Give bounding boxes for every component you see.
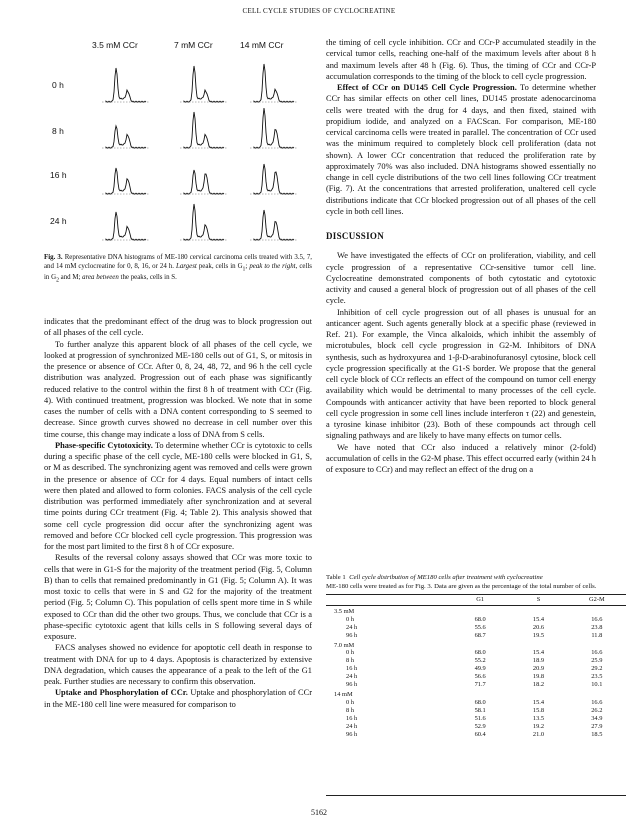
left-paragraph-6 — [44, 687, 312, 710]
table-cell-g1: 71.7 — [474, 681, 486, 689]
right-paragraph-2 — [326, 82, 596, 217]
table-cell-g2m: 10.1 — [591, 681, 603, 689]
left-paragraph-2: To further analyze this apparent block of all phases of the cell cycle, we looked at progression of synchronized ME-180 cells out of G1, S, or mitosis in the presence or absence of CCr. After 0, 8, 24, 48, 72, and 96 h the cell cycle distribution was analyzed. Progression out of each phase was significantly reduced relative to the control within the first 8 h of treatment with CCr (Fig. 4). With continued treatment, progression was blocked. We note that in some cases the number of cells with a DNA content corresponding to S seemed to decrease. Since growth curves showed no decrease in cell number over this time course, this change may indicate a loss of DNA from S cells. — [44, 339, 312, 439]
table-cell-s: 18.9 — [532, 657, 545, 665]
table-cell-g1: 55.6 — [474, 623, 486, 631]
table-header-row — [326, 595, 626, 606]
table-group-label: 14 mM — [334, 690, 353, 698]
discussion-heading: DISCUSSION — [326, 231, 385, 241]
table-cell-g2m: 26.2 — [591, 706, 603, 714]
uptake-heading: Uptake and Phosphorylation of CCr. — [55, 688, 188, 698]
table-cell-s: 15.4 — [532, 615, 545, 623]
row-label-16h: 16 h — [50, 170, 67, 180]
table-cell-g2m: 23.5 — [591, 673, 603, 681]
table-row — [326, 731, 626, 739]
table-cell-g2m: 25.9 — [591, 657, 603, 665]
right-paragraph-1: the timing of cell cycle inhibition. CCr and CCr-P accumulated steadily in the cervical tumor cells, reaching one-half of the maximum levels after about 8 h and maximum levels after 48 h (Fig. 6). Thus, the timing of CCr and CCr-P accumulation corresponds to the timing of the block to cell cycle progression. — [326, 38, 596, 81]
dna-histogram-curve — [254, 210, 294, 240]
table-cell-g1: 58.1 — [474, 706, 486, 714]
table-cell-g2m: 11.8 — [591, 631, 603, 639]
table-label: Table 1 — [326, 574, 346, 581]
figure-3-caption: Fig. 3. Representative DNA histograms of ME-180 cervical carcinoma cells treated with 3.5, 7, and 14 mM cyclocreatine for 0, 8, 16, or 24 h. Largest peak, cells in $G_1$; peak to the right, cells in $G_2$ and M; area between the peaks, cells in S. — [44, 254, 312, 283]
dna-histogram-curve — [106, 126, 146, 148]
left-paragraph-5: FACS analyses showed no evidence for apoptotic cell death in response to treatment with DNA for up to 4 days. Apoptosis is characterized by extensive DNA degradation, which causes the appearance of a peak to the left of the G1 peak. Further studies are necessary to confirm this observation. — [44, 643, 312, 686]
table-title — [326, 574, 626, 583]
table-cell-g2m: 16.6 — [591, 615, 603, 623]
table-cell-s: 18.2 — [532, 681, 545, 689]
table-cell-g2m: 27.9 — [591, 722, 603, 730]
table-cell-s: 15.8 — [532, 706, 545, 714]
table-row — [326, 657, 626, 665]
table-cell-s: 20.9 — [532, 665, 545, 673]
dna-histogram-curve — [184, 204, 224, 240]
table-cell-s: 19.2 — [532, 722, 545, 730]
table-cell-s: 19.5 — [532, 631, 545, 639]
table-cell-time: 8 h — [346, 706, 354, 714]
table-cell-s: 15.4 — [532, 698, 545, 706]
dna-histogram-curve — [106, 212, 146, 240]
left-paragraph-1: indicates that the predominant effect of the drug was to block progression out of all phases of the cell cycle. — [44, 317, 312, 338]
table-row — [326, 665, 626, 673]
table-row — [326, 707, 626, 715]
column-label-14mM: 14 mM CCr — [240, 40, 284, 50]
table-row — [326, 624, 626, 632]
table-cell-time: 96 h — [346, 730, 358, 738]
left-column — [44, 316, 312, 710]
table-cell-g1: 68.0 — [474, 615, 486, 623]
table-cell-g2m: 23.8 — [591, 623, 603, 631]
table-group-label: 7.0 mM — [334, 641, 355, 649]
caption-mid-2: cells in G — [44, 262, 312, 281]
page-number: 5162 — [311, 808, 327, 817]
table-cell-s: 21.0 — [532, 730, 545, 738]
table-group-row — [326, 640, 626, 650]
table-cell-g2m: 29.2 — [591, 665, 603, 673]
dna-histogram-curve — [106, 168, 146, 194]
table-group-row — [326, 605, 626, 615]
table-cell-time: 24 h — [346, 722, 358, 730]
caption-label: Fig. 3. — [44, 254, 63, 261]
table-cell-time: 96 h — [346, 681, 358, 689]
table-cell-time: 0 h — [346, 615, 354, 623]
left-paragraph-3-text: To determine whether CCr is cytotoxic to cells during a specific phase of the cell cycle, ME-180 cells were blocked in G1, S, or M as described. The synchronizing agent was removed and cells were grown in the presence or absence of CCr for 4 days. Equal numbers of intact cells were then plated and allowed to form colonies. FACS analysis of the cell cycle distribution was performed immediately after synchronization and at several time points during CCr treatment (Fig. 4; Table 2). This analysis showed that some cell cycle progression did occur after the synchronizing agent was removed and before CCr blocked cell cycle progression. This progression was for the most part limited to the first 8 h of CCr exposure. — [44, 440, 313, 551]
row-label-24h: 24 h — [50, 216, 67, 226]
histogram-grid — [44, 40, 306, 250]
column-label-7mM: 7 mM CCr — [174, 40, 213, 50]
table-cell-g2m: 34.9 — [591, 714, 603, 722]
table-cell-g1: 68.0 — [474, 698, 486, 706]
table-cell-g1: 56.6 — [474, 673, 486, 681]
table-cell-s: 15.4 — [532, 649, 545, 657]
table-cell-g1: 68.7 — [474, 631, 486, 639]
du145-heading: Effect of CCr on DU145 Cell Cycle Progression. — [337, 83, 517, 92]
table-cell-time: 8 h — [346, 657, 354, 665]
table-cell-time: 24 h — [346, 623, 358, 631]
table-1 — [326, 574, 626, 738]
table-header-g1: G1 — [451, 595, 509, 606]
table-cell-time: 0 h — [346, 649, 354, 657]
table-cell-s: 13.5 — [532, 714, 545, 722]
dna-histogram-curve — [184, 66, 224, 102]
table-row — [326, 616, 626, 624]
dna-histogram-curve — [184, 170, 224, 194]
caption-mid: peak, cells in G — [198, 262, 243, 270]
table-cell-s: 19.8 — [532, 673, 545, 681]
row-label-8h: 8 h — [52, 126, 64, 136]
table-group-label: 3.5 mM — [334, 607, 355, 615]
dna-histogram-curve — [106, 68, 146, 102]
caption-text: Representative DNA histograms of ME-180 cervical carcinoma cells treated with 3.5, 7, and 14 mM cyclocreatine for 0, 8, 16, or 24 h. — [44, 254, 312, 270]
dna-histogram-curve — [184, 112, 224, 148]
caption-mid-3: and M; — [60, 273, 81, 281]
table-note: ME-180 cells were treated as for Fig. 3. Data are given as the percentage of the total number of cells. — [326, 582, 597, 590]
table-cell-g1: 52.9 — [474, 722, 486, 730]
table-cell-time: 16 h — [346, 714, 358, 722]
table-group-row — [326, 689, 626, 699]
dna-histogram-curve — [254, 64, 294, 102]
dna-histogram-curve — [254, 164, 294, 194]
table-cell-s: 20.6 — [532, 623, 545, 631]
caption-end: the peaks, cells in S. — [120, 273, 177, 281]
right-column — [326, 37, 596, 475]
table-row — [326, 723, 626, 731]
table-cell-time: 16 h — [346, 665, 358, 673]
table-cell-g2m: 18.5 — [591, 730, 603, 738]
caption-italic-largest: Largest — [175, 262, 197, 270]
table-row — [326, 715, 626, 723]
table-row — [326, 632, 626, 640]
table-row — [326, 673, 626, 681]
row-label-0h: 0 h — [52, 80, 64, 90]
discussion-paragraph-2: Inhibition of cell cycle progression out of all phases is unusual for an anticancer agent. Such agents generally block at a specific phase (reviewed in Ref. 21). For example, the Vinca alkaloids, which inhibit the assembly of microtubules, block cell cycle progression in G2-M. Inhibitors of DNA synthesis, such as hydroxyurea and 1-β-D-arabinofuranosyl cytosine, block cell cycle progression specifically at the G1-S border. We propose that the general cell cycle block of CCr reflects an effect of the compound on tumor cell energy availability which would be detrimental to many processes of the cell cycle. Compounds with anticancer activity that have been reported to block general cell cycle progression in some cell lines include interferon τ (22) and genestein, a tyrosine kinase inhibitor (23). Both of these compounds act through cell signaling pathways and are likely to have many effects on tumor cells. — [326, 307, 596, 441]
table-cell-time: 24 h — [346, 673, 358, 681]
table-header-s: S — [509, 595, 567, 606]
table-header-g2m: G2-M — [568, 595, 626, 606]
right-paragraph-2-text: To determine whether CCr has similar effects on other cell lines, DU145 prostate adenocarcinoma cells were treated with the drug for 4 days, and then fixed, stained with propidium iodide, and analyzed on a FACScan. For comparison, ME-180 cervical carcinoma cells were treated in parallel. The concentration of CCr used was the minimum required to completely block cell proliferation (data not shown). A lower CCr concentration that reduced the proliferation rate by approximately 70% was also included. DNA histograms showed essentially no change in cell cycle distributions of the two cell lines following CCr treatment (Fig. 7). At the concentrations that arrested proliferation, unaltered cell cycle distributions indicate that CCr blocked progression out of all phases of the cell cycle in both cell lines. — [326, 83, 596, 216]
caption-italic-peak-right: peak to the right, — [249, 262, 298, 270]
discussion-paragraph-3: We have noted that CCr also induced a relatively minor (2-fold) accumulation of cells in the G2-M phase. This effect occurred early (within 24 h of exposure to CCr) and may reflect an effect of the drug on a — [326, 442, 596, 474]
caption-italic-area-between: area between — [82, 273, 119, 281]
column-label-3-5mM: 3.5 mM CCr — [92, 40, 138, 50]
table-cell-g1: 55.2 — [474, 657, 486, 665]
table-cell-g2m: 16.6 — [591, 649, 603, 657]
figure-3-histograms — [44, 40, 306, 250]
table-cell-time: 0 h — [346, 698, 354, 706]
table-cell-g1: 68.0 — [474, 649, 486, 657]
table-cell-g1: 60.4 — [474, 730, 486, 738]
table-row — [326, 649, 626, 657]
table-cell-g1: 51.6 — [474, 714, 486, 722]
dna-histogram-curve — [254, 108, 294, 148]
discussion-paragraph-1: We have investigated the effects of CCr on proliferation, viability, and cell cycle progression of a representative CCr-sensitive tumor cell line. Cyclocreatine demonstrated components of both cytostatic and cytotoxic activity and caused a general block of progression out of all phases of the cell cycle. — [326, 251, 596, 306]
table-row — [326, 681, 626, 689]
table-cell-g1: 49.9 — [474, 665, 486, 673]
table-title-text: Cell cycle distribution of ME180 cells after treatment with cyclocreatine — [349, 574, 543, 581]
table-row — [326, 699, 626, 707]
table-header-blank — [326, 595, 451, 606]
table-cell-time: 96 h — [346, 631, 358, 639]
phase-specific-heading: Phase-specific Cytotoxicity. — [55, 440, 153, 450]
table-cell-g2m: 16.6 — [591, 698, 603, 706]
table-data — [326, 594, 626, 738]
left-paragraph-4: Results of the reversal colony assays showed that CCr was more toxic to cells that were in G1-S for the majority of the treatment period (Fig. 5, Column B) than to cells that remained predominantly in G1 (Fig. 5; Column A). It was most toxic to cells that were in S and G2 for the majority of the treatment period (Fig. 5; Column C). This population of cells spent more time in S while exposed to CCr than did the other two groups. Thus, we conclude that CCr is a phase-specific cytotoxic agent that kills cells in S following several days of exposure. — [44, 553, 312, 641]
left-paragraph-6-text: Uptake and phosphorylation of CCr in the ME-180 cell line were measured for comparison to — [44, 688, 313, 709]
left-paragraph-3 — [44, 440, 312, 553]
running-head: CELL CYCLE STUDIES OF CYCLOCREATINE — [242, 7, 396, 15]
table-bottom-rule — [326, 795, 626, 796]
